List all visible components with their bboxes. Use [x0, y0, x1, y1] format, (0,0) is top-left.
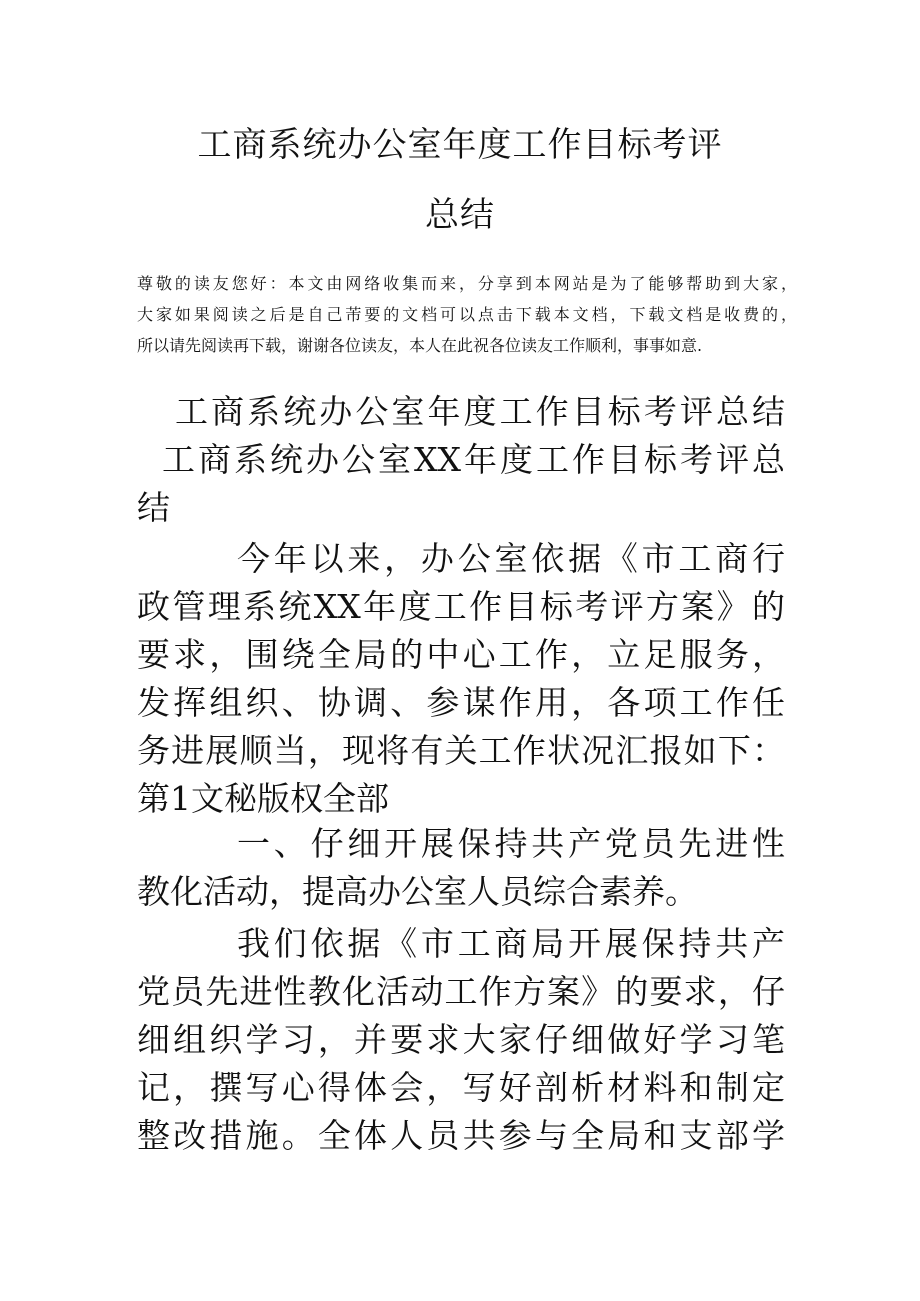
paragraph-line: 整改措施。全体人员共参与全局和支部学 [137, 1116, 785, 1155]
document-title-line-2: 总结 [425, 195, 495, 235]
section-heading [137, 388, 785, 532]
paragraph-line: 发挥组织、协调、参谋作用，各项工作任 [137, 683, 785, 722]
heading-line: 工商系统办公室XX年度工作目标考评总 [162, 440, 785, 479]
paragraph-line: 政管理系统XX年度工作目标考评方案》的 [137, 587, 785, 626]
paragraph-line: 记，撰写心得体会，写好剖析材料和制定 [137, 1068, 785, 1107]
paragraph-line: 我们依据《市工商局开展保持共产 [237, 924, 785, 963]
paragraph-line: 要求，围绕全局的中心工作，立足服务， [137, 635, 785, 674]
paragraph-line: 第1文秘版权全部 [137, 779, 389, 818]
paragraph-intro [137, 535, 785, 823]
paragraph-line: 教化活动，提高办公室人员综合素养。 [137, 872, 698, 911]
paragraph-section-one [137, 820, 785, 916]
heading-line: 工商系统办公室年度工作目标考评总结 [175, 392, 785, 431]
notice-line: 尊敬的读友您好：本文由网络收集而来，分享到本网站是为了能够帮助到大家， [137, 274, 797, 293]
notice-line: 所以请先阅读再下载，谢谢各位读友，本人在此祝各位读友工作顺利，事事如意. [137, 336, 703, 355]
paragraph-line: 细组织学习，并要求大家仔细做好学习笔 [137, 1020, 785, 1059]
reader-notice [137, 268, 797, 361]
paragraph-line: 务进展顺当，现将有关工作状况汇报如下： [137, 731, 785, 770]
heading-line: 结 [137, 488, 170, 527]
paragraph-line: 今年以来，办公室依据《市工商行 [237, 539, 785, 578]
document-title-line-1: 工商系统办公室年度工作目标考评 [197, 125, 723, 165]
paragraph-line: 党员先进性教化活动工作方案》的要求，仔 [137, 972, 785, 1011]
paragraph-line: 一、仔细开展保持共产党员先进性 [237, 824, 785, 863]
paragraph-section-one-body [137, 920, 785, 1160]
notice-line: 大家如果阅读之后是自己芾要的文档可以点击下载本文档，下载文档是收费的， [137, 305, 797, 324]
